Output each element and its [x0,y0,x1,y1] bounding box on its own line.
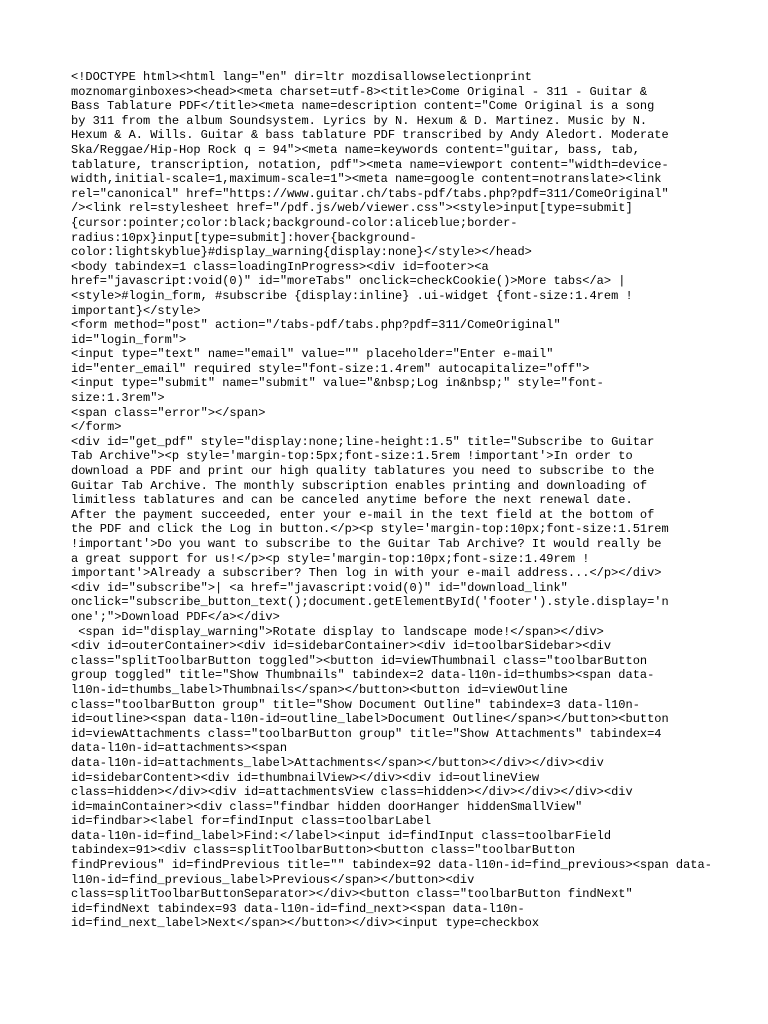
source-line: <form method="post" action="/tabs-pdf/tabs.php?pdf=311/ComeOriginal" [71,318,561,333]
source-line: id="login_form"> [71,332,187,347]
source-line: !important'>Do you want to subscribe to the Guitar Tab Archive? It would really be [71,537,662,551]
source-line: id=outline><span data-l10n-id=outline_label>Document Outline</span></button><button [71,712,669,727]
source-line: Hexum & A. Wills. Guitar & bass tablature PDF transcribed by Andy Aledort. Moderate [71,128,669,143]
source-line: rel="canonical" href="https://www.guitar.ch/tabs-pdf/tabs.php?pdf=311/ComeOriginal" [71,186,669,201]
source-line: radius:10px}input[type=submit]:hover{background- [71,230,417,245]
source-line: data-l10n-id=find_label>Find:</label><input id=findInput class=toolbarField [71,828,612,843]
source-line: width,initial-scale=1,maximum-scale=1"><meta name=google content=notranslate><link [71,172,662,187]
source-line: color:lightskyblue}#display_warning{display:none}</style></head> [71,245,532,260]
source-line: id=findNext tabindex=93 data-l10n-id=find_next><span data-l10n- [71,901,525,916]
source-line: <div id=outerContainer><div id=sidebarContainer><div id=toolbarSidebar><div [71,639,612,654]
source-line: Bass Tablature PDF</title><meta name=description content="Come Original is a song [71,99,655,114]
source-line: <!DOCTYPE html><html lang="en" dir=ltr mozdisallowselectionprint [71,70,532,84]
source-line: <input type="submit" name="submit" value="&nbsp;Log in&nbsp;" style="font- [71,376,604,391]
source-line: <span class="error"></span> [71,405,266,420]
source-line: one';">Download PDF</a></div> [71,609,280,624]
source-line: important}</style> [71,303,201,318]
source-line: </form> [71,420,122,435]
source-line: moznomarginboxes><head><meta charset=utf-8><title>Come Original - 311 - Guitar & [71,84,648,99]
source-line: id=find_next_label>Next</span></button></div><input type=checkbox [71,916,540,931]
source-line: <div id="subscribe">| <a href="javascript:void(0)" id="download_link" [71,580,568,595]
source-line: size:1.3rem"> [71,391,165,406]
source-line: data-l10n-id=attachments><span [71,741,288,756]
source-line: After the payment succeeded, enter your e-mail in the text field at the bottom of [71,507,655,522]
source-line: l10n-id=thumbs_label>Thumbnails</span></button><button id=viewOutline [71,682,568,697]
source-line: Guitar Tab Archive. The monthly subscription enables printing and downloading of [71,478,648,493]
source-line: a great support for us!</p><p style='margin-top:10px;font-size:1.49rem ! [71,551,590,566]
source-line: <input type="text" name="email" value="" placeholder="Enter e-mail" [71,347,554,362]
source-line: href="javascript:void(0)" id="moreTabs" onclick=checkCookie()>More tabs</a> | [71,274,626,289]
source-line: <div id="get_pdf" style="display:none;line-height:1.5" title="Subscribe to Guitar [71,434,655,449]
source-line: the PDF and click the Log in button.</p><p style='margin-top:10px;font-size:1.51rem [71,522,669,537]
source-line: id=viewAttachments class="toolbarButton group" title="Show Attachments" tabindex=4 [71,726,662,741]
source-line: <span id="display_warning">Rotate display to landscape mode!</span></div> [71,624,604,639]
source-line: tablature, transcription, notation, pdf"><meta name=viewport content="width=device- [71,157,669,172]
source-line: by 311 from the album Soundsystem. Lyrics by N. Hexum & D. Martinez. Music by N. [71,113,648,128]
source-line: data-l10n-id=attachments_label>Attachments</span></button></div></div><div [71,755,604,770]
source-line: l10n-id=find_previous_label>Previous</span></button><div [71,872,475,887]
source-line: onclick="subscribe_button_text();document.getElementById('footer').style.display='n [71,595,669,610]
source-line: important'>Already a subscriber? Then log in with your e-mail address...</p></div> [71,566,662,581]
source-line: Tab Archive"><p style='margin-top:5px;font-size:1.5rem !important'>In order to [71,449,633,464]
source-line: {cursor:pointer;color:black;background-color:aliceblue;border- [71,215,518,230]
source-line: id=mainContainer><div class="findbar hidden doorHanger hiddenSmallView" [71,799,583,814]
source-line: class="toolbarButton group" title="Show Document Outline" tabindex=3 data-l10n- [71,697,640,712]
source-line: /><link rel=stylesheet href="/pdf.js/web/viewer.css"><style>input[type=submit] [71,201,633,216]
source-line: class="splitToolbarButton toggled"><button id=viewThumbnail class="toolbarButton [71,653,648,668]
source-line: <style>#login_form, #subscribe {display:inline} .ui-widget {font-size:1.4rem ! [71,288,633,303]
source-line: tabindex=91><div class=splitToolbarButton><button class="toolbarButton [71,843,576,858]
source-line: limitless tablatures and can be canceled anytime before the next renewal date. [71,493,633,508]
source-line: class=hidden></div><div id=attachmentsView class=hidden></div></div></div><div [71,785,633,800]
source-line: id=findbar><label for=findInput class=toolbarLabel [71,814,432,829]
source-line: download a PDF and print our high quality tablatures you need to subscribe to the [71,464,655,479]
source-line: findPrevious" id=findPrevious title="" tabindex=92 data-l10n-id=find_previous><span data- [71,858,712,873]
html-source-text [71,70,711,931]
source-line: group toggled" title="Show Thumbnails" tabindex=2 data-l10n-id=thumbs><span data- [71,668,655,683]
source-line: <body tabindex=1 class=loadingInProgress><div id=footer><a [71,259,489,274]
source-line: id="enter_email" required style="font-size:1.4rem" autocapitalize="off"> [71,361,590,376]
source-line: Ska/Reggae/Hip-Hop Rock q = 94"><meta name=keywords content="guitar, bass, tab, [71,142,640,157]
source-line: class=splitToolbarButtonSeparator></div><button class="toolbarButton findNext" [71,887,633,902]
source-line: id=sidebarContent><div id=thumbnailView></div><div id=outlineView [71,770,540,785]
